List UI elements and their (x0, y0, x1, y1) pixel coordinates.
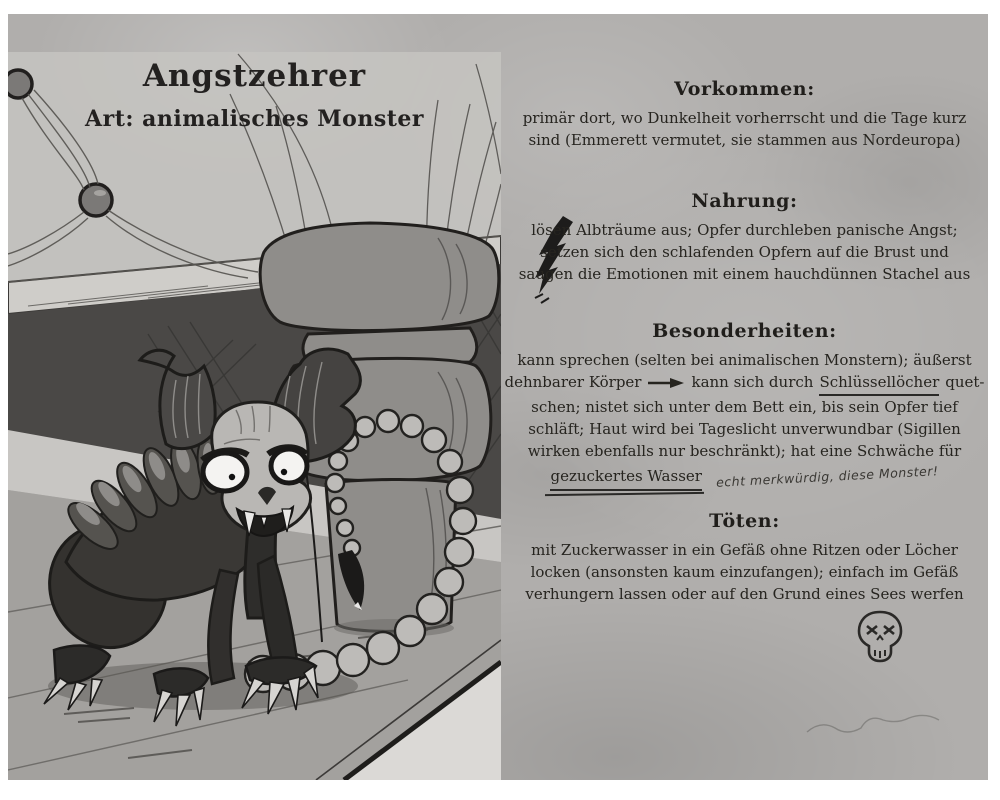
parchment-spread (8, 14, 988, 780)
section-toeten (501, 510, 988, 605)
page-right (501, 14, 988, 780)
section-besonderheiten-heading: Besonderheiten: (652, 320, 837, 342)
body-line: sind (Emmerett vermutet, sie stammen aus Nordeuropa) (528, 131, 961, 149)
section-vorkommen-heading: Vorkommen: (674, 78, 815, 100)
body-line: wirken ebenfalls nur beschränkt); hat eine Schwäche für (527, 442, 962, 460)
arrow-right-icon (647, 377, 685, 389)
body-line: lösen Albträume aus; Opfer durchleben panische Angst; (531, 221, 958, 239)
body-line: mit Zuckerwasser in ein Gefäß ohne Ritzen oder Löcher (531, 541, 958, 559)
dead-skull-icon (851, 608, 909, 666)
body-text: kann sich durch (691, 373, 814, 391)
body-line: setzen sich den schlafenden Opfern auf die Brust und (540, 243, 949, 261)
body-text: dehnbarer Körper (504, 373, 642, 391)
body-line: verhungern lassen oder auf den Grund eines Sees werfen (525, 585, 964, 603)
monster-type-subtitle: Art: animalisches Monster (85, 106, 424, 132)
monster-name-title: Angstzehrer (142, 58, 367, 94)
section-vorkommen (501, 78, 988, 151)
body-line: saugen die Emotionen mit einem hauchdünnen Stachel aus (518, 265, 971, 283)
body-text: quet- (945, 373, 985, 391)
handwritten-annotation: echt merkwürdig, diese Monster! (715, 463, 939, 490)
underlined-term: gezuckertes Wasser (550, 465, 701, 491)
section-nahrung (501, 190, 988, 285)
body-line: schen; nistet sich unter dem Bett ein, bis sein Opfer tief (531, 398, 958, 416)
body-line: locken (ansonsten kaum einzufangen); einfach im Gefäß (530, 563, 959, 581)
body-line-annotated (501, 465, 988, 491)
page-left (8, 14, 501, 780)
body-line: primär dort, wo Dunkelheit vorherrscht und die Tage kurz (522, 109, 967, 127)
body-line: kann sprechen (selten bei animalischen Monstern); äußerst (517, 351, 972, 369)
paper-crack (801, 704, 1000, 744)
underlined-term: Schlüssellöcher (819, 371, 939, 396)
section-besonderheiten (501, 320, 988, 491)
body-line-arrow (501, 371, 988, 396)
section-toeten-heading: Töten: (709, 510, 780, 532)
section-nahrung-heading: Nahrung: (691, 190, 798, 212)
body-line: schläft; Haut wird bei Tageslicht unverwundbar (Sigillen (528, 420, 961, 438)
